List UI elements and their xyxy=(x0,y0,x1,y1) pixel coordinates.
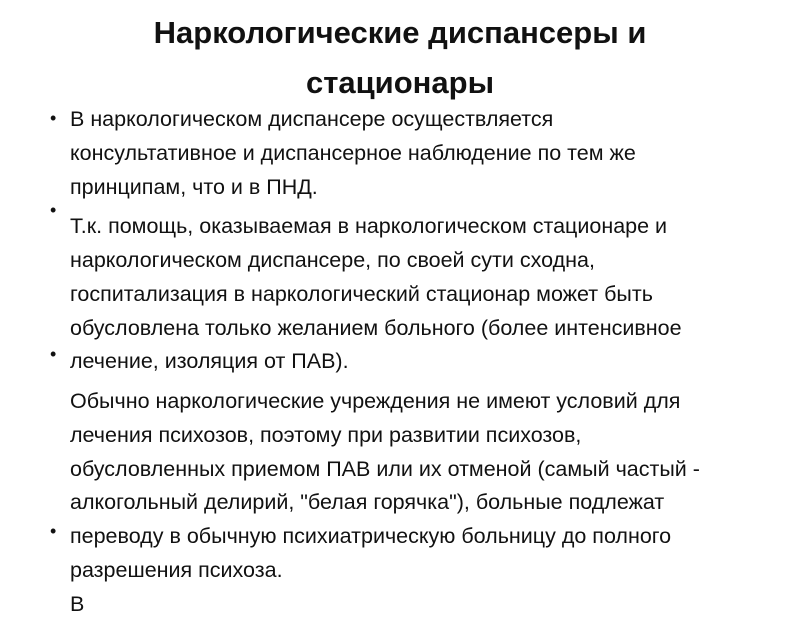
bullet-text-line: В наркологическом диспансере осуществляется xyxy=(70,107,554,131)
bullet-text-line: переводу в обычную психиатрическую больницу до полного xyxy=(70,524,672,548)
bullet-text-line: наркологическом диспансере, по своей сути сходна, xyxy=(70,248,595,272)
bullet-text-line: Обычно наркологические учреждения не имеют условий для xyxy=(70,389,681,413)
slide-title-line-2: стационары xyxy=(305,65,495,100)
slide-title-line-1: Наркологические диспансеры и xyxy=(153,15,647,50)
bullet-marker-3: • xyxy=(50,344,57,364)
bullet-text-line: лечения психозов, поэтому при развитии психозов, xyxy=(70,423,582,447)
bullet-text-line: госпитализация в наркологический стационар может быть xyxy=(70,282,653,306)
bullet-text-line: обусловленных приемом ПАВ или их отменой (самый частый - xyxy=(70,457,700,481)
bullet-text-line: Т.к. помощь, оказываемая в наркологическом стационаре и xyxy=(70,214,668,238)
bullet-text-line: разрешения психоза. xyxy=(70,558,283,582)
bullet-text-line: консультативное и диспансерное наблюдение по тем же xyxy=(70,141,636,165)
bullet-marker-4: • xyxy=(50,521,57,541)
slide-title xyxy=(0,8,800,108)
bullet-marker-2: • xyxy=(50,200,57,220)
bullet-text-line: лечение, изоляция от ПАВ). xyxy=(70,349,349,373)
bullet-text-line: принципам, что и в ПНД. xyxy=(70,175,318,199)
bullet-text-line: алкогольный делирий, "белая горячка"), больные подлежат xyxy=(70,490,665,514)
bullet-marker-1: • xyxy=(50,108,57,128)
bullet-text-line: обусловлена только желанием больного (более интенсивное xyxy=(70,316,682,340)
bullet-text-line-cut: В xyxy=(70,592,85,616)
